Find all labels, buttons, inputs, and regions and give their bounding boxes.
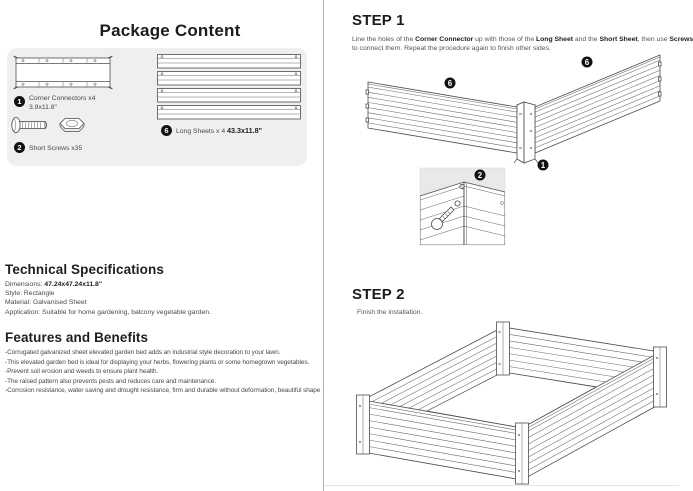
step1-illustration [345,52,675,267]
bold-long-sheet: Long Sheet [536,36,574,43]
badge-long-sheet-right [582,57,593,68]
package-content-box [7,48,307,166]
spec-application: Application: Suitable for home gardening, balcony vegetable garden. [5,308,211,316]
bold-screws: Screws [669,36,693,43]
package-content-title: Package Content [99,21,241,40]
svg-text:6: 6 [447,78,453,88]
bold-corner-connector: Corner Connector [415,36,474,43]
feature-item: -Corrosion resistance, water saving and drought resistance, firm and durable without deformation, beautiful shape [5,387,321,395]
spec-style: Style: Rectangle [5,290,55,298]
column-divider [323,0,324,491]
item-number-badge-2: 2 [14,142,25,153]
technical-specifications-title: Technical Specifications [5,262,164,277]
badge-long-sheet-left [445,78,456,89]
step2-illustration [347,318,673,488]
screw-illustration [10,116,52,134]
svg-text:6: 6 [584,57,590,67]
technical-specifications-list [5,280,211,317]
feature-item: -The raised pattern also prevents pests and reduces care and maintenance. [5,377,216,385]
short-screws-label: Short Screws x35 [29,145,83,152]
features-benefits-list [5,348,320,396]
spec-material: Material: Galvanised Sheet [5,299,87,307]
nut-illustration [59,117,85,134]
bold-short-sheet: Short Sheet [599,36,638,43]
feature-item: -Corrugated galvanized sheet elevated garden bed adds an industrial style decoration to your lawn. [5,349,281,356]
badge-corner-connector [538,160,549,171]
feature-item: -This elevated garden bed is ideal for displaying your herbs, flowering plants or some homegrown vegetables. [5,358,310,366]
corner-connectors-label: Corner Connectors x4 3.9x11.8" [29,95,96,111]
features-benefits-title: Features and Benefits [5,330,149,345]
step2-title: STEP 2 [352,286,405,303]
item-number-badge-1: 1 [14,96,25,107]
svg-text:1: 1 [540,160,546,170]
step1-instruction: Line the holes of the Corner Connector up with those of the Long Sheet and the Short Sheet, then use Screws to connect them. Repeat the procedure again to finish other sides. [352,36,693,52]
step1-title: STEP 1 [352,12,405,29]
step1-inset-detail [420,168,505,245]
long-sheets-label: Long Sheets x 4 [176,128,226,135]
long-sheets-illustration [157,54,301,120]
step2-subtitle: Finish the installation. [357,309,423,316]
feature-item: -Prevent soil erosion and weeds to ensure plant health. [5,368,159,376]
corner-connector-illustration [13,54,113,91]
svg-text:2: 2 [477,170,483,180]
item-number-badge-6: 6 [161,125,172,136]
spec-dimensions: Dimensions: 47.24x47.24x11.8" [5,281,103,288]
badge-screw [475,170,486,181]
long-sheets-dimension: 43.3x11.8" [227,126,262,135]
